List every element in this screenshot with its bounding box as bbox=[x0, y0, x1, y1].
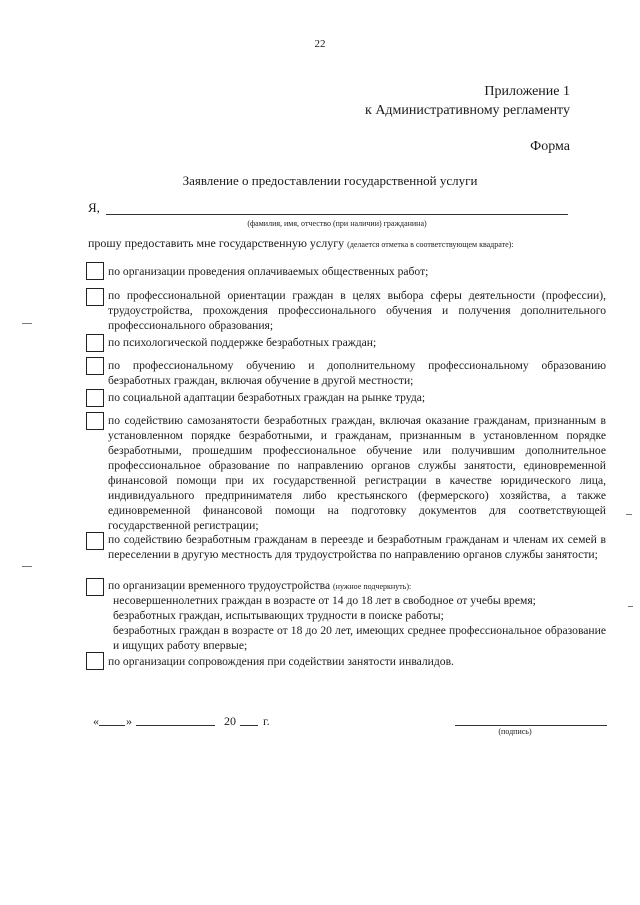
checkbox-temporary-employment[interactable] bbox=[86, 578, 104, 596]
checkbox-relocation[interactable] bbox=[86, 532, 104, 550]
applicant-name-field[interactable] bbox=[106, 214, 568, 215]
appendix-subtitle: к Административному регламенту bbox=[365, 103, 570, 118]
scan-mark bbox=[22, 566, 32, 567]
scan-mark bbox=[628, 606, 633, 607]
request-text: прошу предоставить мне государственную услугу bbox=[88, 236, 345, 250]
document-title: Заявление о предоставлении государственной услуги bbox=[182, 173, 478, 188]
checkbox-psychological-support[interactable] bbox=[86, 334, 104, 352]
option-vocational-training: по профессиональному обучению и дополнительному профессиональному образованию безработных граждан, включая обучение в другой местности; bbox=[108, 359, 606, 387]
subitem-minors[interactable]: несовершеннолетних граждан в возрасте от 14 до 18 лет в свободное от учебы время; bbox=[113, 594, 536, 607]
option-relocation: по содействию безработным гражданам в переезде и безработным гражданам и членам их семей в переселении в другую местность для трудоустройства по направлению органов службы занятости; bbox=[108, 533, 606, 561]
checkbox-social-adaptation[interactable] bbox=[86, 389, 104, 407]
date-quote-close: » bbox=[126, 714, 132, 728]
checkbox-public-works[interactable] bbox=[86, 262, 104, 280]
checkbox-career-guidance[interactable] bbox=[86, 288, 104, 306]
option-temporary-employment bbox=[108, 578, 606, 594]
signature-field[interactable] bbox=[455, 725, 607, 726]
temporary-employment-note: (нужное подчеркнуть): bbox=[333, 582, 412, 591]
date-month-field[interactable] bbox=[136, 725, 215, 726]
option-career-guidance: по профессиональной ориентации граждан в целях выбора сферы деятельности (профессии), трудоустройства, прохождения профессионального обучения и получения дополнительного профессионального образования; bbox=[108, 289, 606, 332]
date-quote-open: « bbox=[93, 714, 99, 728]
date-year-suffix: г. bbox=[263, 714, 270, 728]
date-year-prefix: 20 bbox=[224, 714, 236, 728]
option-psychological-support: по психологической поддержке безработных граждан; bbox=[108, 336, 377, 349]
applicant-prefix: Я, bbox=[88, 200, 100, 215]
option-disabled-support: по организации сопровождения при содействии занятости инвалидов. bbox=[108, 655, 454, 668]
checkbox-disabled-support[interactable] bbox=[86, 652, 104, 670]
subitem-job-search-difficulties[interactable]: безработных граждан, испытывающих трудности в поиске работы; bbox=[113, 609, 444, 622]
option-social-adaptation: по социальной адаптации безработных граждан на рынке труда; bbox=[108, 391, 426, 404]
request-note: (делается отметка в соответствующем квадрате): bbox=[347, 240, 514, 249]
option-self-employment: по содействию самозанятости безработных граждан, включая оказание гражданам, признанным в установленном порядке безработными, и гражданам, признанным в установленном порядке безработными, прошедшим профессиональное обучение или получившим дополнительное профессиональное образование по направлению органов службы занятости, единовременной финансовой помощи при их государственной регистрации в качестве юридического лица, индивидуального предпринимателя либо крестьянского (фермерского) хозяйства, а также единовременной финансовой помощи на подготовку документов для соответствующей государственной регистрации; bbox=[108, 414, 606, 532]
option-public-works: по организации проведения оплачиваемых общественных работ; bbox=[108, 265, 429, 278]
signature-caption: (подпись) bbox=[498, 727, 532, 736]
checkbox-self-employment[interactable] bbox=[86, 412, 104, 430]
appendix-title: Приложение 1 bbox=[484, 84, 570, 99]
scan-mark bbox=[22, 323, 32, 324]
date-year-field[interactable] bbox=[240, 725, 258, 726]
applicant-name-caption: (фамилия, имя, отчество (при наличии) гражданина) bbox=[247, 219, 427, 228]
checkbox-vocational-training[interactable] bbox=[86, 357, 104, 375]
page-number: 22 bbox=[314, 38, 326, 50]
subitem-young-graduates[interactable]: безработных граждан в возрасте от 18 до 20 лет, имеющих среднее профессиональное образование и ищущих работу впервые; bbox=[113, 624, 606, 652]
form-label: Форма bbox=[530, 139, 570, 154]
scan-mark bbox=[626, 514, 632, 515]
date-day-field[interactable] bbox=[99, 725, 125, 726]
temporary-employment-text: по организации временного трудоустройства bbox=[108, 579, 331, 592]
request-line bbox=[88, 236, 514, 251]
